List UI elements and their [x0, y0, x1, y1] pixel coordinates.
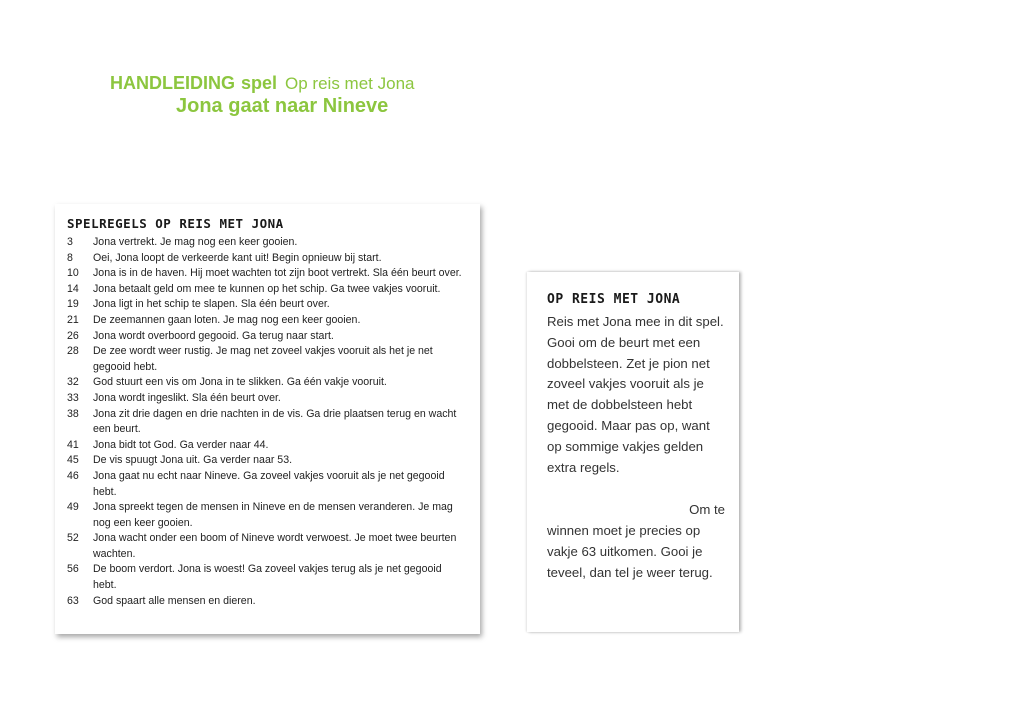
- rule-text: De boom verdort. Jona is woest! Ga zoveel vakjes terug als je net gegooid hebt.: [93, 563, 442, 592]
- rule-number: 49: [67, 501, 79, 514]
- rule-number: 52: [67, 532, 79, 545]
- rule-number: 63: [67, 594, 79, 607]
- rule-text: De zee wordt weer rustig. Je mag net zoveel vakjes vooruit als het je net gegooid hebt.: [93, 345, 433, 373]
- rule-row: [67, 500, 468, 531]
- rule-text: Jona is in de haven. Hij moet wachten tot zijn boot vertrekt. Sla één beurt over.: [93, 267, 462, 280]
- rule-row: [67, 469, 468, 500]
- rule-text: Jona betaalt geld om mee te kunnen op het schip. Ga twee vakjes vooruit.: [93, 282, 441, 295]
- rule-row: [67, 407, 468, 438]
- intro-panel-title: OP REIS MET JONA: [547, 292, 681, 307]
- rule-number: 32: [67, 376, 79, 389]
- rule-row: [67, 297, 468, 313]
- rule-number: 28: [67, 345, 79, 358]
- header-line-1: [110, 72, 414, 96]
- rule-number: 45: [67, 454, 79, 467]
- handleiding-label: HANDLEIDING: [110, 73, 235, 93]
- rule-text: De zeemannen gaan loten. Je mag nog een keer gooien.: [93, 313, 361, 326]
- spel-label: spel: [241, 73, 278, 93]
- rule-row: [67, 438, 468, 454]
- rule-number: 10: [67, 267, 79, 280]
- rule-number: 26: [67, 329, 79, 342]
- rule-text: Jona spreekt tegen de mensen in Nineve en de mensen veranderen. Je mag nog een keer gooien.: [93, 501, 453, 529]
- rule-row: [67, 329, 468, 345]
- rule-row: [67, 282, 468, 298]
- rule-number: 3: [67, 236, 73, 248]
- intro-panel: [527, 272, 739, 632]
- rule-number: 14: [67, 282, 79, 295]
- rule-text: De vis spuugt Jona uit. Ga verder naar 53.: [93, 454, 293, 467]
- win-paragraph-rest: winnen moet je precies op vakje 63 uitkomen. Gooi je teveel, dan tel je weer terug.: [547, 523, 713, 580]
- rule-row: [67, 562, 468, 593]
- rule-row: [67, 375, 468, 391]
- rule-text: Jona wordt ingeslikt. Sla één beurt over.: [93, 391, 281, 404]
- rule-text: God stuurt een vis om Jona in te slikken. Ga één vakje vooruit.: [93, 376, 387, 389]
- rule-row: [67, 391, 468, 407]
- rule-text: Jona wacht onder een boom of Nineve wordt verwoest. Je moet twee beurten wachten.: [93, 532, 457, 560]
- rule-text: Jona ligt in het schip te slapen. Sla één beurt over.: [93, 298, 330, 311]
- rule-text: Jona wordt overboord gegooid. Ga terug naar start.: [93, 329, 334, 342]
- rule-row: [67, 313, 468, 329]
- rule-number: 33: [67, 391, 79, 404]
- rule-number: 8: [67, 251, 73, 264]
- rule-number: 19: [67, 298, 79, 311]
- rule-row: [67, 453, 468, 469]
- rules-panel: [55, 204, 480, 634]
- rule-row: [67, 235, 468, 251]
- rule-number: 38: [67, 407, 79, 420]
- rule-number: 21: [67, 313, 79, 326]
- rule-text: Jona bidt tot God. Ga verder naar 44.: [93, 438, 269, 451]
- win-start-text: Om te: [689, 502, 725, 518]
- rules-list: [67, 235, 468, 609]
- header-subtitle: Op reis met Jona: [285, 74, 415, 93]
- rule-text: Jona zit drie dagen en drie nachten in de vis. Ga drie plaatsen terug en wacht een beurt.: [93, 407, 457, 436]
- page-title: Jona gaat naar Nineve: [176, 95, 389, 117]
- rule-text: God spaart alle mensen en dieren.: [93, 594, 256, 607]
- rule-row: [67, 266, 468, 282]
- rule-row: [67, 531, 468, 562]
- rule-row: [67, 344, 468, 375]
- intro-paragraph: Reis met Jona mee in dit spel. Gooi om de beurt met een dobbelsteen. Zet je pion net zoveel vakjes vooruit als je met de dobbelsteen hebt gegooid. Maar pas op, want op sommige vakjes gelden extra regels.: [547, 314, 724, 475]
- rule-text: Jona vertrekt. Je mag nog een keer gooien.: [93, 236, 298, 248]
- rule-row: [67, 594, 468, 610]
- rule-number: 41: [67, 438, 79, 451]
- win-paragraph-start: [547, 500, 725, 521]
- rules-panel-title: SPELREGELS OP REIS MET JONA: [67, 216, 284, 231]
- rule-text: Jona gaat nu echt naar Nineve. Ga zoveel vakjes vooruit als je net gegooid hebt.: [93, 469, 445, 498]
- rule-number: 56: [67, 563, 79, 576]
- rule-text: Oei, Jona loopt de verkeerde kant uit! Begin opnieuw bij start.: [93, 251, 382, 264]
- rule-number: 46: [67, 469, 79, 482]
- rule-row: [67, 251, 468, 267]
